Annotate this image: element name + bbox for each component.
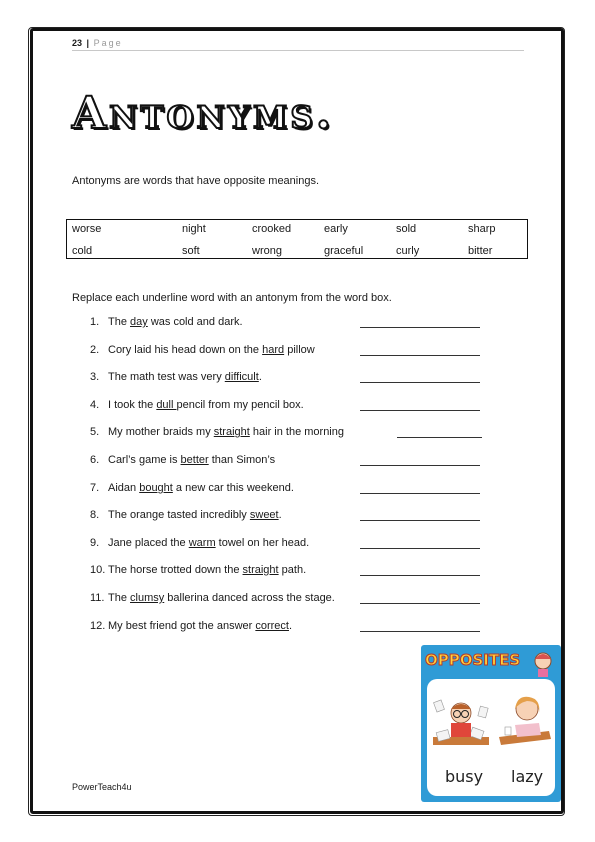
underlined-word: bought <box>139 482 173 494</box>
answer-line[interactable] <box>360 493 480 494</box>
question-text-before: My best friend got the answer <box>108 620 256 632</box>
question-item <box>90 426 344 438</box>
question-text-after: pencil from my pencil box. <box>176 399 304 411</box>
question-item <box>90 592 335 604</box>
question-item <box>90 399 304 411</box>
question-text-after: a new car this weekend. <box>172 482 294 494</box>
lazy-girl-icon <box>495 691 553 755</box>
question-text-after: was cold and dark. <box>147 316 243 328</box>
question-text-after: . <box>288 620 293 632</box>
question-item <box>90 371 262 383</box>
question-item <box>90 564 306 576</box>
word-box-word: bitter <box>468 245 493 257</box>
opposites-card <box>427 679 555 796</box>
underlined-word: hard <box>262 344 285 356</box>
question-text-before: The math test was very <box>108 371 225 383</box>
question-number: 5. <box>90 426 100 438</box>
question-text-after: path. <box>278 564 307 576</box>
page-title: Antonyms. <box>72 88 335 139</box>
question-item <box>90 537 309 549</box>
question-text-before: The horse trotted down the <box>108 564 243 576</box>
answer-line[interactable] <box>360 327 480 328</box>
answer-line[interactable] <box>360 603 480 604</box>
word-box-word: graceful <box>324 245 364 257</box>
underlined-word: sweet <box>249 509 279 521</box>
question-item <box>90 344 315 356</box>
question-number: 8. <box>90 509 100 521</box>
underlined-word: clumsy <box>130 592 165 604</box>
question-number: 7. <box>90 482 100 494</box>
question-text-before: Cory laid his head down on the <box>108 344 263 356</box>
word-box-word: crooked <box>252 223 292 235</box>
opposites-banner: OPPOSITES <box>425 651 521 669</box>
question-text-before: The orange tasted incredibly <box>108 509 250 521</box>
question-text-after: hair in the morning <box>249 426 344 438</box>
question-text-before: My mother braids my <box>108 426 214 438</box>
question-text-after: than Simon’s <box>208 454 276 466</box>
question-item <box>90 509 282 521</box>
intro-text: Antonyms are words that have opposite meanings. <box>72 175 320 187</box>
underlined-word: straight <box>242 564 279 576</box>
question-text-before: The <box>108 592 131 604</box>
question-text-after: . <box>278 509 282 521</box>
word-box-word: cold <box>72 245 93 257</box>
underlined-word: day <box>130 316 148 328</box>
question-number: 12. <box>90 620 106 632</box>
question-number: 4. <box>90 399 100 411</box>
question-number: 6. <box>90 454 100 466</box>
question-item <box>90 454 275 466</box>
word-box-word: night <box>182 223 206 235</box>
page-number: 23 <box>72 38 83 48</box>
underlined-word: difficult <box>224 371 259 383</box>
question-number: 1. <box>90 316 100 328</box>
question-text-after: towel on her head. <box>215 537 310 549</box>
answer-line[interactable] <box>360 382 480 383</box>
question-text-before: Jane placed the <box>108 537 189 549</box>
header-separator: | <box>86 38 90 48</box>
girl-mascot-icon <box>529 649 557 677</box>
page-header <box>72 38 524 51</box>
question-item <box>90 316 243 328</box>
question-text-after: . <box>258 371 262 383</box>
word-box-word: soft <box>182 245 200 257</box>
answer-line[interactable] <box>360 631 480 632</box>
instructions: Replace each underline word with an antonym from the word box. <box>72 292 392 304</box>
question-text-before: I took the <box>108 399 157 411</box>
question-text-after: pillow <box>284 344 315 356</box>
question-number: 3. <box>90 371 100 383</box>
answer-line[interactable] <box>397 437 482 438</box>
page-word: Page <box>93 38 123 48</box>
question-number: 11. <box>90 592 105 604</box>
question-number: 10. <box>90 564 106 576</box>
underlined-word: better <box>180 454 209 466</box>
question-text-after: ballerina danced across the stage. <box>164 592 335 604</box>
footer-brand: PowerTeach4u <box>72 782 132 792</box>
opposites-illustration <box>421 645 561 802</box>
label-busy: busy <box>445 767 484 786</box>
underlined-word: straight <box>213 426 250 438</box>
underlined-word: dull <box>156 399 177 411</box>
answer-line[interactable] <box>360 520 480 521</box>
answer-line[interactable] <box>360 410 480 411</box>
word-box-word: sharp <box>468 223 496 235</box>
question-text-before: Aidan <box>108 482 140 494</box>
word-box-word: early <box>324 223 348 235</box>
word-box-word: curly <box>396 245 420 257</box>
answer-line[interactable] <box>360 355 480 356</box>
question-number: 9. <box>90 537 100 549</box>
underlined-word: warm <box>188 537 216 549</box>
question-text-before: Carl’s game is <box>108 454 181 466</box>
question-text-before: The <box>108 316 131 328</box>
label-lazy: lazy <box>511 767 544 786</box>
underlined-word: correct <box>255 620 289 632</box>
word-box <box>66 219 528 259</box>
question-number: 2. <box>90 344 100 356</box>
question-item <box>90 620 292 632</box>
busy-boy-icon <box>431 693 491 755</box>
word-box-word: sold <box>396 223 417 235</box>
question-item <box>90 482 294 494</box>
word-box-word: wrong <box>252 245 282 257</box>
word-box-word: worse <box>72 223 102 235</box>
answer-line[interactable] <box>360 575 480 576</box>
answer-line[interactable] <box>360 548 480 549</box>
answer-line[interactable] <box>360 465 480 466</box>
